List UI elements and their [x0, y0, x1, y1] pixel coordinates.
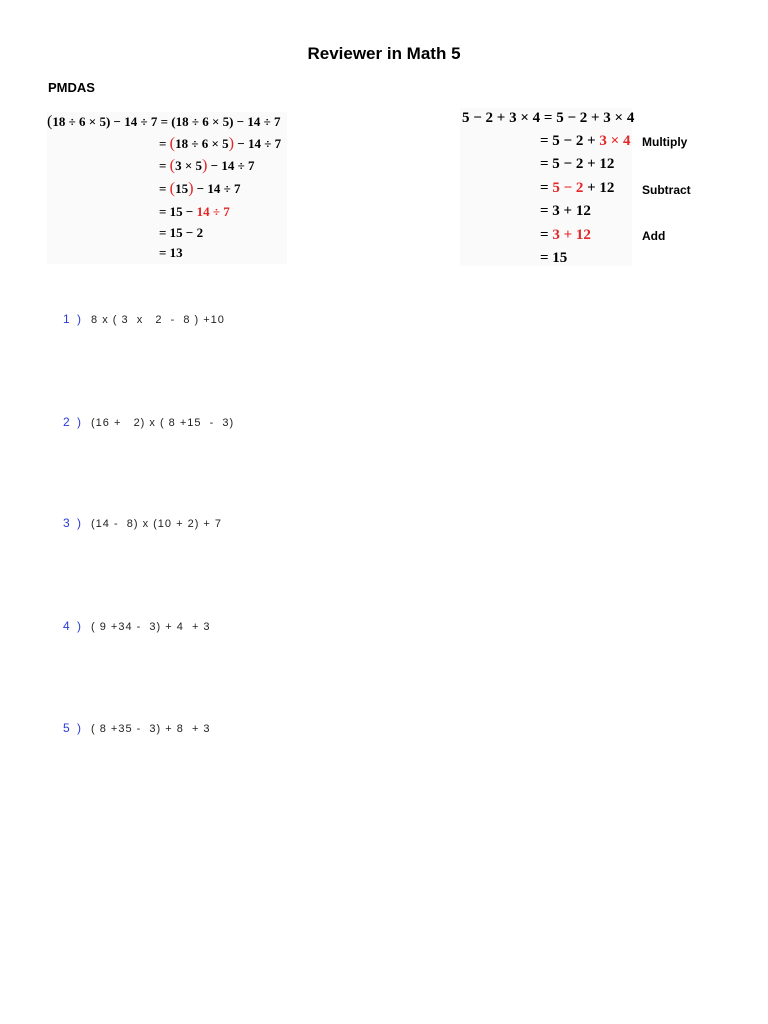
example1-line-7: = 13: [159, 245, 183, 260]
worked-example-parentheses: [47, 112, 287, 264]
problem-5: [63, 721, 211, 735]
note-subtract: Subtract: [642, 183, 691, 197]
problem-expression: (14 - 8) x (10 + 2) + 7: [91, 518, 223, 530]
problem-expression: 8 x ( 3 x 2 - 8 ) +10: [91, 314, 225, 326]
problem-1: [63, 312, 225, 326]
problem-expression: ( 9 +34 - 3) + 4 + 3: [91, 621, 211, 633]
note-add: Add: [642, 229, 666, 243]
example2-line-4: = 5 − 2 + 12: [540, 180, 615, 196]
example1-line-4: = (15) − 14 ÷ 7: [159, 179, 241, 197]
example1-line-1: (18 ÷ 6 × 5) − 14 ÷ 7 = (18 ÷ 6 × 5) − 14 ÷ 7: [47, 112, 281, 130]
example1-line-3: = (3 × 5) − 14 ÷ 7: [159, 156, 255, 174]
section-heading: PMDAS: [48, 80, 95, 95]
example2-line-2: = 5 − 2 + 3 × 4: [540, 133, 631, 149]
worked-example-operations: [460, 108, 635, 266]
problem-number: 4 ): [63, 619, 84, 633]
example2-line-3: = 5 − 2 + 12: [540, 156, 615, 172]
problem-2: [63, 415, 234, 429]
example1-line-2: = (18 ÷ 6 × 5) − 14 ÷ 7: [159, 134, 282, 152]
problem-expression: ( 8 +35 - 3) + 8 + 3: [91, 723, 211, 735]
note-multiply: Multiply: [642, 135, 688, 149]
example2-line-7: = 15: [540, 250, 568, 266]
example2-line-5: = 3 + 12: [540, 203, 591, 219]
example1-line-6: = 15 − 2: [159, 225, 204, 240]
example2-line-6: = 3 + 12: [540, 227, 591, 243]
problem-4: [63, 619, 211, 633]
example2-line-1: 5 − 2 + 3 × 4 = 5 − 2 + 3 × 4: [462, 110, 635, 126]
example1-line-5: = 15 − 14 ÷ 7: [159, 204, 230, 219]
problem-number: 5 ): [63, 721, 84, 735]
problem-expression: (16 + 2) x ( 8 +15 - 3): [91, 417, 235, 429]
problem-3: [63, 516, 222, 530]
problem-number: 1 ): [63, 312, 84, 326]
problem-number: 3 ): [63, 516, 84, 530]
problem-number: 2 ): [63, 415, 84, 429]
page-title: Reviewer in Math 5: [307, 44, 461, 63]
